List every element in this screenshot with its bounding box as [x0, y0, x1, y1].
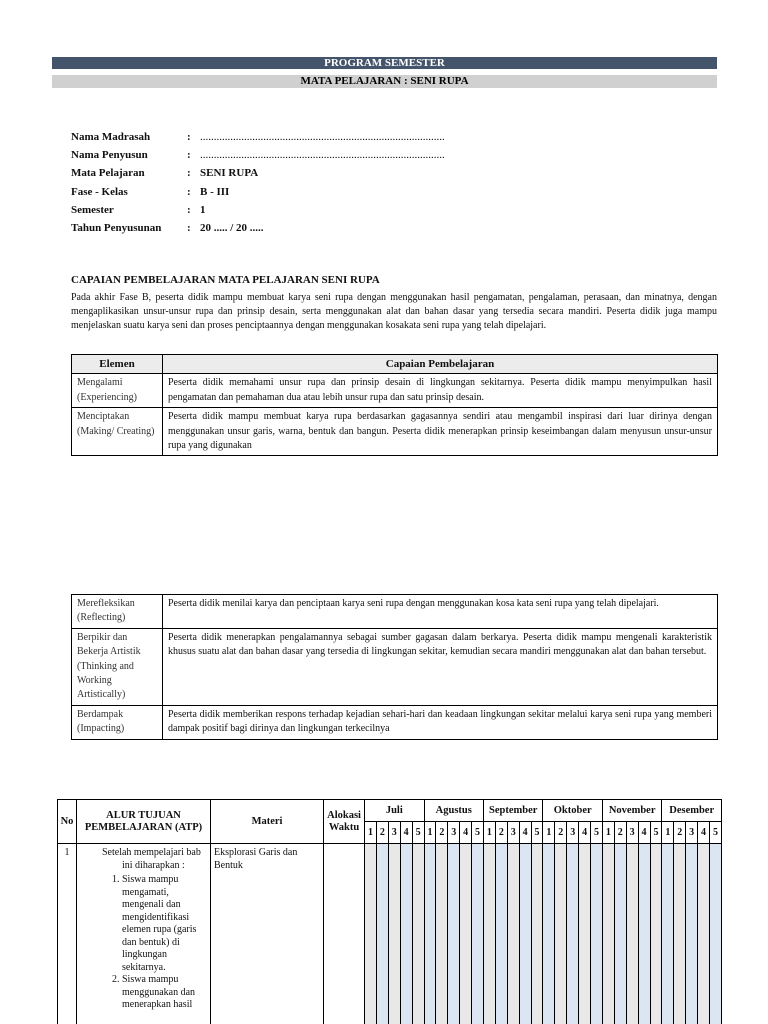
atp-point: 1. Siswa mampu mengamati, mengenali dan mengidentifikasi elemen rupa (garis dan bentuk) di lingkungan sekitarnya.: [122, 874, 207, 974]
identity-label: Nama Madrasah: [71, 131, 151, 144]
atp-content: [77, 844, 211, 1024]
week-cell: [662, 844, 674, 1024]
month-header: Oktober: [543, 800, 602, 822]
week-cell: [543, 844, 555, 1024]
atp-row: [58, 844, 722, 1024]
identity-row: [71, 183, 445, 201]
atp-point: 2. Siswa mampu menggunakan dan menerapkan hasil: [122, 974, 207, 1012]
identity-value: 20 ..... / 20 .....: [200, 222, 264, 235]
capaian-cell: Peserta didik menilai karya dan penciptaan karya seni rupa dengan menggunakan kosa kata seni rupa yang telah dipelajari.: [163, 595, 718, 629]
identity-colon: :: [187, 149, 191, 162]
program-title-band: PROGRAM SEMESTER: [52, 57, 717, 69]
col-no: No: [58, 800, 77, 844]
week-header: 1: [365, 822, 377, 844]
week-header: 4: [638, 822, 650, 844]
week-header: 4: [519, 822, 531, 844]
elemen-cell: Menciptakan (Making/ Creating): [72, 408, 163, 456]
week-header: 3: [686, 822, 698, 844]
identity-value: .........................................................................................: [200, 131, 445, 144]
identity-label: Semester: [71, 203, 114, 216]
atp-materi: Eksplorasi Garis dan Bentuk: [211, 844, 324, 1024]
elemen-cell: Berdampak (Impacting): [72, 705, 163, 739]
capaian-table-page2: [71, 594, 718, 740]
col-atp: ALUR TUJUAN PEMBELAJARAN (ATP): [77, 800, 211, 844]
week-header: 3: [567, 822, 579, 844]
col-alokasi: Alokasi Waktu: [324, 800, 365, 844]
identity-value: B - III: [200, 185, 230, 198]
week-cell: [698, 844, 710, 1024]
identity-colon: :: [187, 203, 191, 216]
identity-row: [71, 146, 445, 164]
col-elemen: Elemen: [72, 355, 163, 374]
week-cell: [591, 844, 603, 1024]
week-cell: [365, 844, 377, 1024]
week-header: 2: [674, 822, 686, 844]
identity-colon: :: [187, 185, 191, 198]
week-cell: [519, 844, 531, 1024]
week-header: 1: [602, 822, 614, 844]
identity-row: [71, 128, 445, 146]
week-header: 3: [507, 822, 519, 844]
identity-colon: :: [187, 222, 191, 235]
week-cell: [483, 844, 495, 1024]
week-cell: [674, 844, 686, 1024]
atp-table: [57, 799, 722, 1024]
capaian-cell: Peserta didik menerapkan pengalamannya sebagai sumber gagasan dalam berkarya. Peserta didik mampu mengenali karakteristik khusus suatu alat dan bahan dasar yang tersedia di lingkungan sekitar, kemudian secara mandiri menggunakan alat dan bahan tersebut.: [163, 628, 718, 705]
week-cell: [614, 844, 626, 1024]
month-header: September: [483, 800, 542, 822]
week-cell: [709, 844, 721, 1024]
week-header: 1: [662, 822, 674, 844]
month-header: Juli: [365, 800, 425, 822]
capaian-row: [72, 705, 718, 739]
week-cell: [460, 844, 472, 1024]
week-header: 1: [424, 822, 436, 844]
month-header: Desember: [662, 800, 722, 822]
week-cell: [638, 844, 650, 1024]
week-cell: [650, 844, 662, 1024]
identity-label: Fase - Kelas: [71, 185, 128, 198]
capaian-table-page1: [71, 354, 718, 456]
week-header: 3: [388, 822, 400, 844]
week-header: 3: [626, 822, 638, 844]
week-cell: [555, 844, 567, 1024]
col-materi: Materi: [211, 800, 324, 844]
capaian-row: [72, 628, 718, 705]
col-capaian: Capaian Pembelajaran: [163, 355, 718, 374]
week-cell: [448, 844, 460, 1024]
atp-no: 1: [58, 844, 77, 1024]
week-header: 3: [448, 822, 460, 844]
week-cell: [686, 844, 698, 1024]
atp-alokasi: [324, 844, 365, 1024]
identity-colon: :: [187, 167, 191, 180]
week-cell: [531, 844, 543, 1024]
capaian-cell: Peserta didik memberikan respons terhadap kejadian sehari-hari dan keadaan lingkungan sekitar melalui karya seni rupa yang memberi dampak positif bagi dirinya dan lingkungan terkecilnya: [163, 705, 718, 739]
capaian-text: Pada akhir Fase B, peserta didik mampu membuat karya seni rupa dengan menggunakan hasil pengamatan, pengalaman, perasaan, dan minatnya, dengan mengaplikasikan unsur-unsur rupa dan prinsip desain, serta menggunakan alat dan bahan dasar yang tersedia secara mandiri. Peserta didik juga mampu menjelaskan suatu karya seni dan proses penciptaannya dengan menggunakan kosakata seni rupa yang telah dipelajari.: [71, 292, 717, 331]
week-header: 2: [495, 822, 507, 844]
week-header: 1: [543, 822, 555, 844]
week-cell: [388, 844, 400, 1024]
identity-value: 1: [200, 203, 206, 216]
identity-label: Mata Pelajaran: [71, 167, 145, 180]
month-header: November: [602, 800, 661, 822]
week-header: 2: [555, 822, 567, 844]
identity-row: [71, 164, 445, 182]
week-header: 2: [376, 822, 388, 844]
week-cell: [436, 844, 448, 1024]
identity-label: Nama Penyusun: [71, 149, 148, 162]
capaian-row: [72, 408, 718, 456]
atp-intro: Setelah mempelajari bab ini diharapkan :: [102, 847, 201, 871]
week-header: 5: [650, 822, 662, 844]
week-header: 4: [400, 822, 412, 844]
week-header: 5: [412, 822, 424, 844]
identity-value: .........................................................................................: [200, 149, 445, 162]
month-header: Agustus: [424, 800, 483, 822]
week-header: 4: [698, 822, 710, 844]
week-cell: [412, 844, 424, 1024]
identity-label: Tahun Penyusunan: [71, 222, 162, 235]
week-cell: [472, 844, 484, 1024]
week-header: 4: [460, 822, 472, 844]
identity-block: [71, 128, 445, 237]
elemen-cell: Berpikir dan Bekerja Artistik (Thinking and Working Artistically): [72, 628, 163, 705]
capaian-cell: Peserta didik memahami unsur rupa dan prinsip desain di lingkungan sekitarnya. Peserta didik mampu menyimpulkan hasil pengamatan dan pemahaman dua atau lebih unsur rupa dan satu prinsip desain.: [163, 374, 718, 408]
capaian-row: [72, 374, 718, 408]
week-cell: [424, 844, 436, 1024]
elemen-cell: Merefleksikan (Reflecting): [72, 595, 163, 629]
week-cell: [602, 844, 614, 1024]
identity-row: [71, 201, 445, 219]
week-header: 1: [483, 822, 495, 844]
week-header: 5: [531, 822, 543, 844]
week-header: 2: [614, 822, 626, 844]
capaian-cell: Peserta didik mampu membuat karya rupa berdasarkan gagasannya sendiri atau mengambil inspirasi dari luar dirinya dengan menggunakan unsur garis, warna, bentuk dan bangun. Peserta didik menerapkan prinsip keseimbangan dalam menyusun unsur-unsur rupa yang digunakan: [163, 408, 718, 456]
identity-colon: :: [187, 131, 191, 144]
capaian-row: [72, 595, 718, 629]
subject-title-band: MATA PELAJARAN : SENI RUPA: [52, 75, 717, 88]
week-cell: [579, 844, 591, 1024]
week-cell: [567, 844, 579, 1024]
week-header: 5: [472, 822, 484, 844]
week-cell: [626, 844, 638, 1024]
elemen-cell: Mengalami (Experiencing): [72, 374, 163, 408]
week-cell: [507, 844, 519, 1024]
week-header: 5: [709, 822, 721, 844]
week-cell: [400, 844, 412, 1024]
atp-points: [96, 874, 207, 1012]
capaian-title: CAPAIAN PEMBELAJARAN MATA PELAJARAN SENI RUPA: [71, 274, 380, 286]
week-cell: [495, 844, 507, 1024]
identity-row: [71, 219, 445, 237]
week-cell: [376, 844, 388, 1024]
week-header: 4: [579, 822, 591, 844]
identity-value: SENI RUPA: [200, 167, 259, 180]
week-header: 2: [436, 822, 448, 844]
week-header: 5: [591, 822, 603, 844]
